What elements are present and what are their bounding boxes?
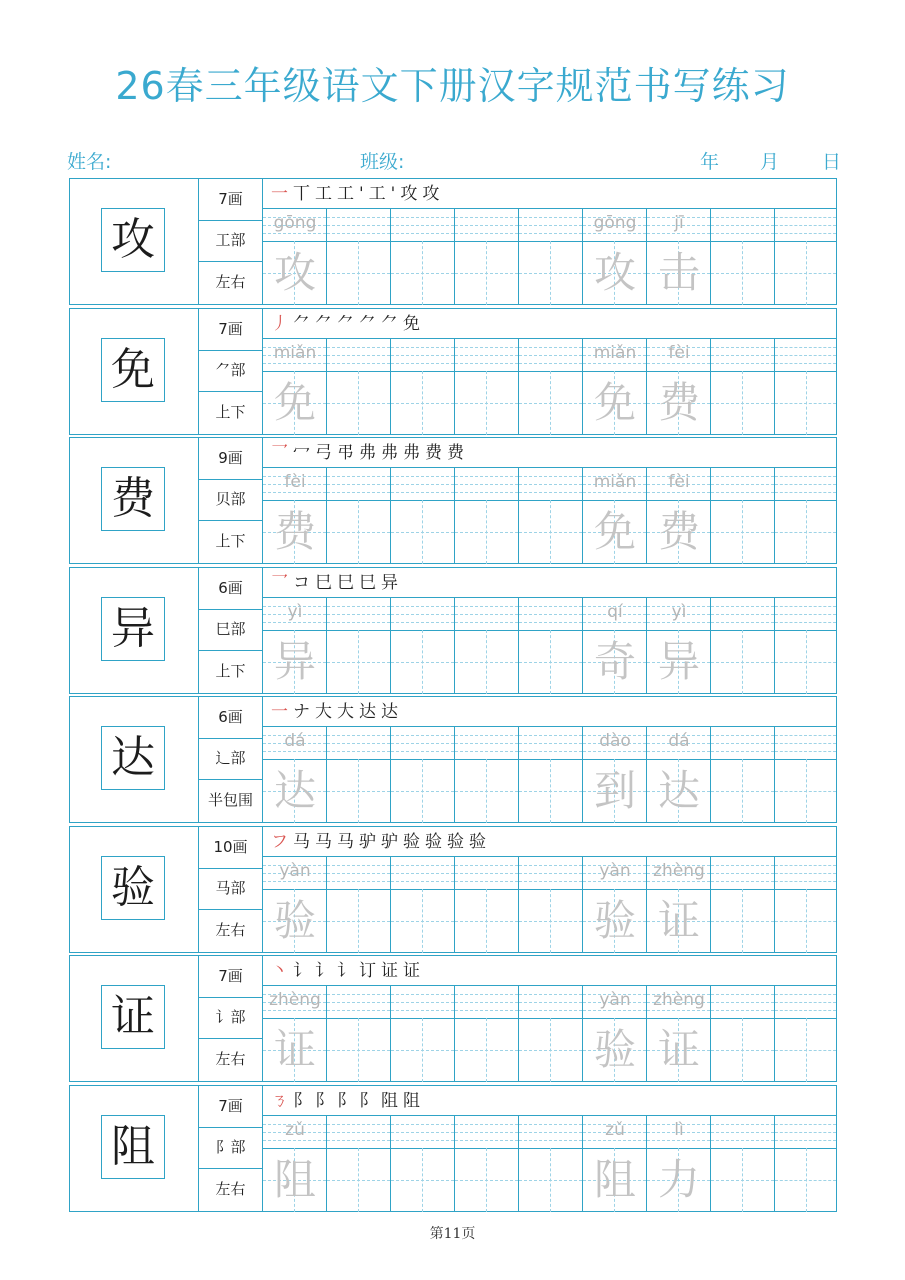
radical: 巳部 bbox=[199, 609, 263, 651]
writing-cell[interactable] bbox=[647, 857, 711, 953]
writing-cell[interactable] bbox=[775, 727, 836, 823]
writing-cell[interactable] bbox=[519, 1116, 583, 1212]
character-block bbox=[69, 1085, 837, 1212]
trace-character: 验 bbox=[593, 895, 636, 945]
stroke-order: 丶讠讠讠订证证 bbox=[271, 961, 425, 981]
writing-cell[interactable] bbox=[455, 468, 519, 564]
pinyin-guide: miǎn bbox=[593, 342, 637, 363]
writing-cell[interactable] bbox=[647, 986, 711, 1082]
writing-cell[interactable] bbox=[775, 598, 836, 694]
main-character-column bbox=[70, 179, 199, 304]
writing-cell[interactable] bbox=[327, 986, 391, 1082]
character-block bbox=[69, 308, 837, 435]
writing-grid bbox=[263, 856, 836, 953]
pinyin-guide: yì bbox=[671, 601, 687, 622]
writing-grid bbox=[263, 338, 836, 435]
stroke-count: 7画 bbox=[199, 309, 263, 351]
stroke-count: 6画 bbox=[199, 568, 263, 610]
writing-cell[interactable] bbox=[263, 209, 327, 305]
structure: 左右 bbox=[199, 261, 263, 304]
page-title: 26春三年级语文下册汉字规范书写练习 bbox=[115, 64, 790, 108]
writing-cell[interactable] bbox=[391, 727, 455, 823]
pinyin-guide: qí bbox=[607, 601, 623, 622]
character-block bbox=[69, 437, 837, 564]
writing-cell[interactable] bbox=[711, 339, 775, 435]
radical: 工部 bbox=[199, 220, 263, 262]
trace-character: 攻 bbox=[273, 248, 316, 297]
pinyin-guide: gōng bbox=[273, 213, 317, 233]
character-block bbox=[69, 696, 837, 823]
writing-cell[interactable] bbox=[263, 986, 327, 1082]
writing-cell[interactable] bbox=[327, 468, 391, 564]
main-character: 异 bbox=[101, 597, 165, 661]
pinyin-guide: gōng bbox=[593, 213, 637, 233]
stroke-order: ㄋ阝阝阝阝阻阻 bbox=[271, 1090, 425, 1111]
trace-character: 攻 bbox=[593, 248, 636, 297]
main-character: 免 bbox=[101, 338, 165, 402]
writing-cell[interactable] bbox=[391, 339, 455, 435]
writing-cell[interactable] bbox=[711, 727, 775, 823]
writing-cell[interactable] bbox=[327, 1116, 391, 1212]
pinyin-guide: dào bbox=[599, 731, 631, 751]
writing-grid bbox=[263, 467, 836, 564]
trace-character: 异 bbox=[657, 636, 700, 686]
writing-cell[interactable] bbox=[519, 727, 583, 823]
writing-cell[interactable] bbox=[455, 209, 519, 305]
trace-character: 免 bbox=[273, 377, 316, 427]
stroke-order: 乛コ巳巳巳异 bbox=[271, 572, 403, 593]
writing-cell[interactable] bbox=[647, 339, 711, 435]
writing-cell[interactable] bbox=[775, 1116, 836, 1212]
stroke-order: 丿⺈⺈⺈⺈⺈免 bbox=[271, 313, 425, 334]
trace-character: 证 bbox=[273, 1025, 316, 1074]
writing-cell[interactable] bbox=[583, 857, 647, 953]
trace-character: 免 bbox=[593, 377, 636, 427]
writing-cell[interactable] bbox=[519, 468, 583, 564]
pinyin-guide: fèi bbox=[668, 342, 690, 363]
character-block bbox=[69, 826, 837, 953]
writing-cell[interactable] bbox=[327, 727, 391, 823]
pinyin-guide: jī bbox=[674, 213, 684, 233]
pinyin-guide: yàn bbox=[599, 860, 631, 881]
pinyin-guide: miǎn bbox=[593, 472, 637, 492]
writing-grid bbox=[263, 726, 836, 823]
writing-cell[interactable] bbox=[391, 857, 455, 953]
stroke-count: 7画 bbox=[199, 956, 263, 998]
stroke-count: 9画 bbox=[199, 438, 263, 480]
radical: 阝部 bbox=[199, 1127, 263, 1169]
radical: 马部 bbox=[199, 868, 263, 910]
pinyin-guide: yì bbox=[287, 601, 303, 622]
writing-cell[interactable] bbox=[775, 209, 836, 305]
writing-cell[interactable] bbox=[583, 1116, 647, 1212]
pinyin-guide: yàn bbox=[599, 990, 631, 1010]
trace-character: 费 bbox=[657, 377, 700, 427]
writing-cell[interactable] bbox=[775, 857, 836, 953]
stroke-order: フ马马马驴驴验验验验 bbox=[271, 831, 491, 852]
writing-cell[interactable] bbox=[327, 339, 391, 435]
trace-character: 证 bbox=[657, 1025, 700, 1074]
radical: 辶部 bbox=[199, 738, 263, 780]
writing-cell[interactable] bbox=[711, 209, 775, 305]
trace-character: 验 bbox=[273, 895, 316, 945]
stroke-count: 7画 bbox=[199, 179, 263, 221]
writing-cell[interactable] bbox=[775, 339, 836, 435]
trace-character: 击 bbox=[657, 248, 700, 297]
writing-cell[interactable] bbox=[647, 598, 711, 694]
pinyin-guide: dá bbox=[668, 731, 690, 751]
class-label: 班级: bbox=[360, 151, 405, 173]
name-label: 姓名: bbox=[67, 151, 112, 173]
writing-cell[interactable] bbox=[647, 727, 711, 823]
writing-cell[interactable] bbox=[263, 1116, 327, 1212]
writing-cell[interactable] bbox=[391, 209, 455, 305]
main-character: 费 bbox=[101, 467, 165, 531]
main-character: 阻 bbox=[101, 1115, 165, 1179]
stroke-order: 一ナ大大达达 bbox=[271, 702, 403, 722]
main-character-column bbox=[70, 697, 199, 822]
trace-character: 验 bbox=[593, 1025, 636, 1074]
writing-cell[interactable] bbox=[775, 468, 836, 564]
trace-character: 阻 bbox=[273, 1154, 316, 1204]
writing-cell[interactable] bbox=[455, 857, 519, 953]
pinyin-guide: yàn bbox=[279, 860, 311, 881]
writing-cell[interactable] bbox=[711, 468, 775, 564]
pinyin-guide: zǔ bbox=[285, 1119, 305, 1140]
trace-character: 力 bbox=[657, 1154, 700, 1204]
writing-cell[interactable] bbox=[455, 727, 519, 823]
writing-cell[interactable] bbox=[583, 209, 647, 305]
writing-cell[interactable] bbox=[263, 598, 327, 694]
pinyin-guide: fèi bbox=[668, 472, 690, 492]
writing-cell[interactable] bbox=[455, 986, 519, 1082]
writing-cell[interactable] bbox=[519, 986, 583, 1082]
writing-cell[interactable] bbox=[711, 598, 775, 694]
trace-character: 达 bbox=[657, 766, 700, 815]
trace-character: 奇 bbox=[593, 636, 636, 686]
trace-character: 费 bbox=[657, 507, 700, 556]
radical: ⺈部 bbox=[199, 350, 263, 392]
writing-cell[interactable] bbox=[391, 598, 455, 694]
writing-cell[interactable] bbox=[775, 986, 836, 1082]
main-character-column bbox=[70, 568, 199, 693]
structure: 上下 bbox=[199, 391, 263, 434]
radical: 讠部 bbox=[199, 997, 263, 1039]
trace-character: 到 bbox=[593, 766, 636, 815]
structure: 左右 bbox=[199, 1168, 263, 1211]
writing-cell[interactable] bbox=[647, 1116, 711, 1212]
pinyin-guide: zhèng bbox=[653, 860, 705, 881]
stroke-count: 6画 bbox=[199, 697, 263, 739]
stroke-order: 乛冖弓弔弗弗弗费费 bbox=[271, 443, 469, 463]
stroke-count: 10画 bbox=[199, 827, 263, 869]
main-character: 证 bbox=[101, 985, 165, 1049]
main-character-column bbox=[70, 956, 199, 1081]
character-block bbox=[69, 955, 837, 1082]
writing-cell[interactable] bbox=[711, 986, 775, 1082]
writing-cell[interactable] bbox=[327, 857, 391, 953]
character-block bbox=[69, 567, 837, 694]
pinyin-guide: zhèng bbox=[653, 990, 705, 1010]
structure: 上下 bbox=[199, 520, 263, 563]
writing-cell[interactable] bbox=[391, 1116, 455, 1212]
trace-character: 阻 bbox=[593, 1154, 636, 1204]
writing-cell[interactable] bbox=[711, 1116, 775, 1212]
character-block bbox=[69, 178, 837, 305]
writing-cell[interactable] bbox=[583, 468, 647, 564]
pinyin-guide: dá bbox=[284, 731, 306, 751]
writing-cell[interactable] bbox=[711, 857, 775, 953]
writing-cell[interactable] bbox=[519, 857, 583, 953]
stroke-order: 一丅工工'工'攻攻 bbox=[271, 184, 445, 204]
writing-cell[interactable] bbox=[519, 598, 583, 694]
trace-character: 达 bbox=[273, 766, 316, 815]
year-label: 年 bbox=[700, 151, 720, 173]
writing-cell[interactable] bbox=[455, 598, 519, 694]
writing-grid bbox=[263, 985, 836, 1082]
page-number: 第11页 bbox=[429, 1226, 476, 1242]
trace-character: 异 bbox=[273, 636, 316, 686]
main-character-column bbox=[70, 309, 199, 434]
writing-grid bbox=[263, 208, 836, 305]
writing-cell[interactable] bbox=[263, 727, 327, 823]
writing-cell[interactable] bbox=[263, 339, 327, 435]
structure: 左右 bbox=[199, 1038, 263, 1081]
structure: 上下 bbox=[199, 650, 263, 693]
trace-character: 证 bbox=[657, 895, 700, 945]
pinyin-guide: zǔ bbox=[605, 1119, 625, 1140]
writing-cell[interactable] bbox=[455, 339, 519, 435]
trace-character: 费 bbox=[273, 507, 316, 556]
main-character-column bbox=[70, 827, 199, 952]
writing-cell[interactable] bbox=[263, 857, 327, 953]
stroke-count: 7画 bbox=[199, 1086, 263, 1128]
writing-cell[interactable] bbox=[327, 209, 391, 305]
month-label: 月 bbox=[760, 151, 780, 173]
pinyin-guide: fèi bbox=[284, 472, 306, 492]
main-character: 达 bbox=[101, 726, 165, 790]
trace-character: 免 bbox=[593, 507, 636, 556]
writing-cell[interactable] bbox=[583, 598, 647, 694]
pinyin-guide: zhèng bbox=[269, 990, 321, 1010]
main-character: 攻 bbox=[101, 208, 165, 272]
writing-cell[interactable] bbox=[391, 986, 455, 1082]
pinyin-guide: miǎn bbox=[273, 342, 317, 363]
writing-cell[interactable] bbox=[583, 986, 647, 1082]
writing-cell[interactable] bbox=[647, 209, 711, 305]
writing-grid bbox=[263, 597, 836, 694]
writing-cell[interactable] bbox=[391, 468, 455, 564]
pinyin-guide: lì bbox=[674, 1119, 684, 1140]
writing-cell[interactable] bbox=[583, 339, 647, 435]
writing-cell[interactable] bbox=[327, 598, 391, 694]
structure: 半包围 bbox=[199, 779, 263, 822]
writing-cell[interactable] bbox=[455, 1116, 519, 1212]
main-character-column bbox=[70, 438, 199, 563]
structure: 左右 bbox=[199, 909, 263, 952]
radical: 贝部 bbox=[199, 479, 263, 521]
writing-cell[interactable] bbox=[263, 468, 327, 564]
writing-cell[interactable] bbox=[519, 209, 583, 305]
writing-cell[interactable] bbox=[647, 468, 711, 564]
day-label: 日 bbox=[822, 151, 842, 173]
main-character-column bbox=[70, 1086, 199, 1211]
writing-cell[interactable] bbox=[519, 339, 583, 435]
main-character: 验 bbox=[101, 856, 165, 920]
writing-grid bbox=[263, 1115, 836, 1212]
writing-cell[interactable] bbox=[583, 727, 647, 823]
